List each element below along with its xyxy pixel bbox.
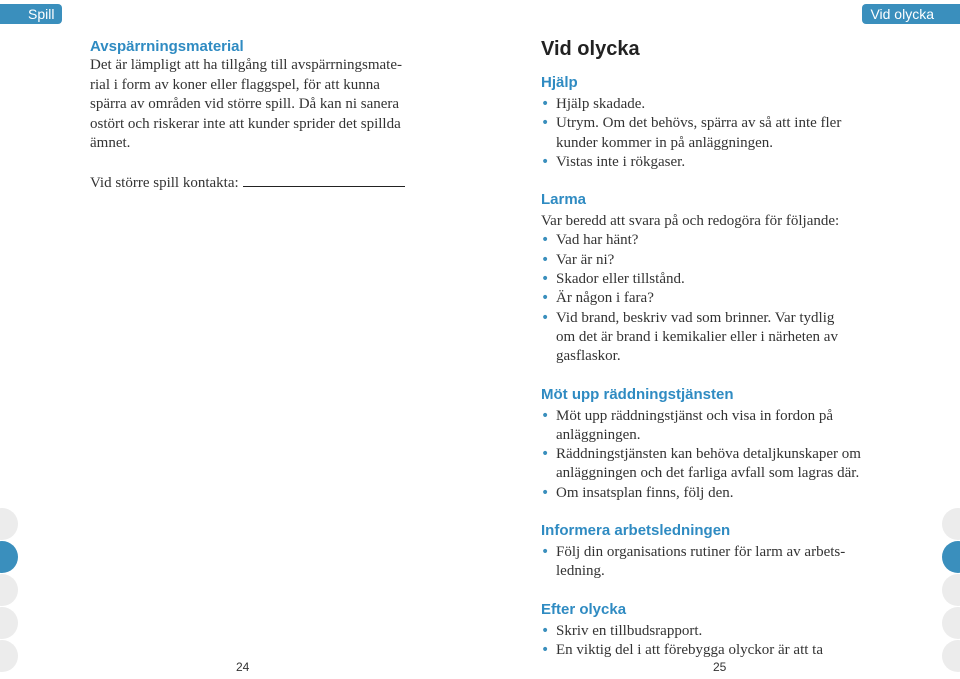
section-heading: Möt upp räddningstjänsten: [541, 385, 734, 403]
section-block: [541, 386, 871, 503]
bullet-line: • Vistas inte i rökgaser.: [556, 153, 686, 170]
bullet-line: kunder kommer in på anläggningen.: [556, 134, 774, 151]
bullet-item: [541, 270, 871, 289]
paragraph-line: ämnet.: [90, 135, 131, 151]
side-nav-dot[interactable]: [942, 574, 960, 606]
bullet-item: [541, 309, 871, 367]
bullet-line: gasflaskor.: [556, 348, 621, 365]
bullet-item: [541, 622, 871, 641]
bullet-item: [541, 484, 871, 503]
page-number-left: 24: [236, 660, 250, 674]
section-heading: Hjälp: [541, 74, 578, 91]
bullet-item: [541, 641, 871, 660]
bullet-list: [541, 231, 871, 366]
bullet-line: • Räddningstjänsten kan behöva detaljkunskaper om: [556, 446, 861, 463]
sections-container: [541, 74, 871, 660]
bullet-line: • Skador eller tillstånd.: [556, 271, 685, 288]
bullet-line: • Vad har hänt?: [556, 232, 639, 249]
section-block: [541, 191, 871, 366]
bullet-list: [541, 95, 871, 172]
bullet-line: • En viktig del i att förebygga olyckor är att ta: [556, 641, 823, 658]
left-page-content: [90, 38, 430, 192]
right-page-content: [541, 36, 871, 679]
bullet-line: • Följ din organisations rutiner för larm av arbets-: [556, 544, 846, 561]
bullet-line: • Var är ni?: [556, 251, 615, 268]
bullet-line: • Vid brand, beskriv vad som brinner. Var tydlig: [556, 309, 835, 326]
side-nav-dot[interactable]: [942, 508, 960, 540]
section-intro: Var beredd att svara på och redogöra för följande:: [541, 213, 840, 230]
bullet-list: [541, 543, 871, 582]
bullet-line: ledning.: [556, 563, 605, 580]
bullet-item: [541, 251, 871, 270]
contact-row: [90, 172, 430, 192]
page-number-right: 25: [713, 660, 727, 674]
bullet-item: [541, 95, 871, 114]
bullet-line: • Utrym. Om det behövs, spärra av så att inte fler: [556, 115, 842, 132]
section-block: [541, 522, 871, 582]
paragraph-line: Det är lämpligt att ha tillgång till avspärrningsmate-: [90, 57, 402, 73]
page-title: Vid olycka: [541, 38, 640, 60]
bullet-item: [541, 153, 871, 172]
side-nav-dot[interactable]: [0, 574, 18, 606]
section-tab-vid-olycka[interactable]: Vid olycka: [862, 4, 960, 24]
bullet-item: [541, 445, 871, 484]
side-nav-dot[interactable]: [942, 541, 960, 573]
section-heading: Larma: [541, 191, 587, 209]
paragraph-line: ostört och riskerar inte att kunder sprider det spillda: [90, 115, 401, 132]
bullet-line: anläggningen och det farliga avfall som lagras där.: [556, 465, 860, 482]
bullet-line: anläggningen.: [556, 426, 641, 443]
paragraph-line: spärra av områden vid större spill. Då kan ni sanera: [90, 96, 400, 112]
side-nav-dot[interactable]: [0, 607, 18, 639]
bullet-item: [541, 114, 871, 153]
side-nav-dot[interactable]: [0, 508, 18, 540]
bullet-list: [541, 622, 871, 661]
side-nav-left: [0, 508, 6, 673]
section-heading: Informera arbetsledningen: [541, 522, 731, 540]
section-heading: Efter olycka: [541, 600, 627, 618]
bullet-item: [541, 407, 871, 446]
side-nav-dot[interactable]: [0, 640, 18, 672]
side-nav-dot[interactable]: [942, 640, 960, 672]
bullet-line: • Möt upp räddningstjänst och visa in fordon på: [556, 407, 834, 424]
side-nav-dot[interactable]: [942, 607, 960, 639]
bullet-item: [541, 231, 871, 250]
left-heading: Avspärrningsmaterial: [90, 38, 244, 55]
contact-fill-line: [243, 172, 405, 187]
bullet-item: [541, 543, 871, 582]
bullet-line: • Är någon i fara?: [556, 290, 654, 307]
left-paragraph: [90, 56, 430, 154]
bullet-item: [541, 289, 871, 308]
bullet-line: • Hjälp skadade.: [556, 96, 646, 112]
side-nav-right: [954, 508, 960, 673]
bullet-list: [541, 407, 871, 503]
bullet-line: om det är brand i kemikalier eller i närheten av: [556, 328, 838, 345]
contact-label: Vid större spill kontakta:: [90, 174, 239, 191]
side-nav-dot[interactable]: [0, 541, 18, 573]
bullet-line: • Om insatsplan finns, följ den.: [556, 484, 734, 501]
paragraph-line: rial i form av koner eller flaggspel, för att kunna: [90, 76, 380, 93]
section-block: [541, 74, 871, 172]
bullet-line: • Skriv en tillbudsrapport.: [556, 622, 703, 639]
section-block: [541, 601, 871, 661]
section-tab-spill[interactable]: Spill: [0, 4, 62, 24]
